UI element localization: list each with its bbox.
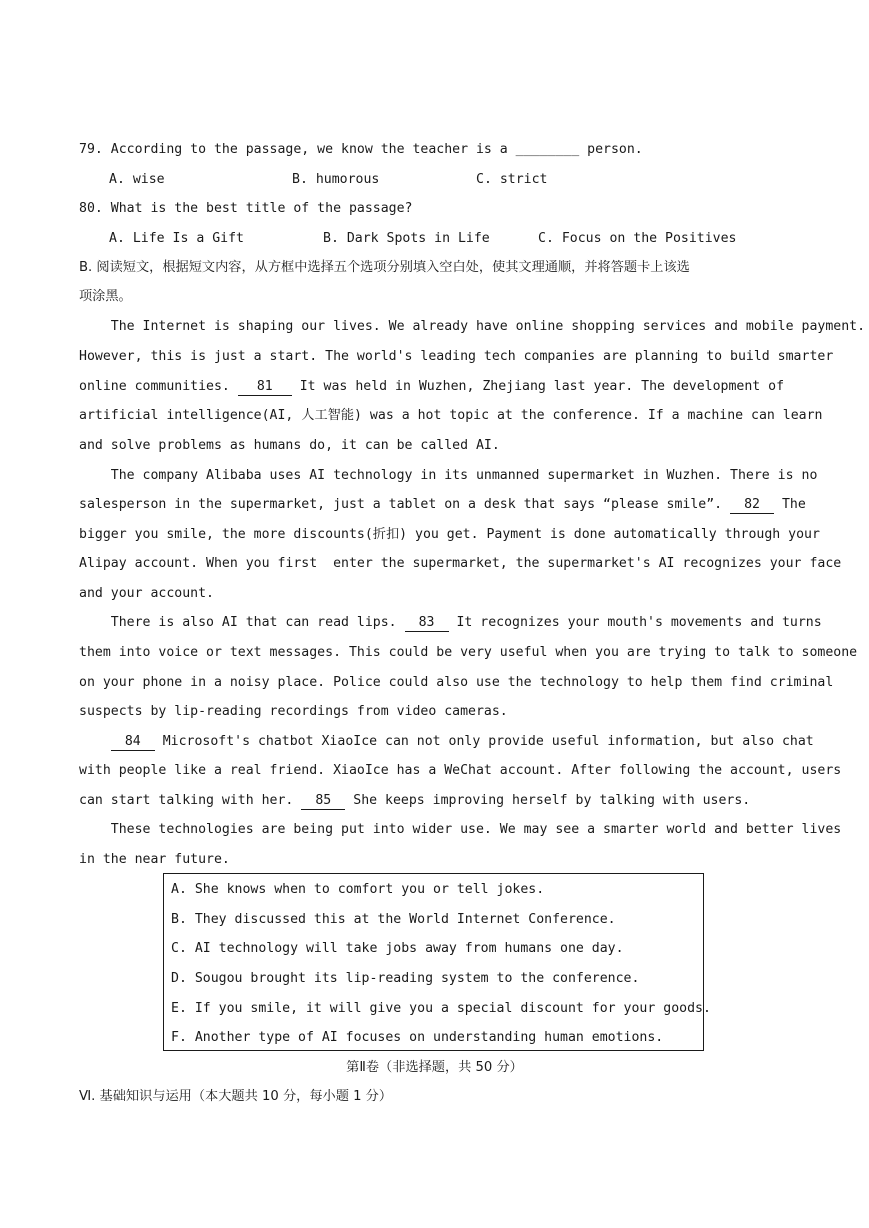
passage-line	[79, 378, 784, 396]
blank-85: 85	[301, 793, 345, 810]
question-80-stem: 80. What is the best title of the passage?	[79, 201, 413, 216]
blank-81: 81	[238, 379, 292, 396]
passage-text: online communities.	[79, 379, 238, 394]
q80-option-a: A. Life Is a Gift	[109, 231, 244, 246]
q80-option-b: B. Dark Spots in Life	[323, 231, 490, 246]
choice-b: B. They discussed this at the World Internet Conference.	[171, 912, 616, 927]
passage-text: It was held in Wuzhen, Zhejiang last year. The development of	[291, 379, 785, 394]
choice-c: C. AI technology will take jobs away from humans one day.	[171, 941, 624, 956]
passage-text: She keeps improving herself by talking with users.	[345, 793, 751, 808]
passage-line: suspects by lip-reading recordings from video cameras.	[79, 704, 508, 719]
passage-line	[79, 792, 750, 810]
question-79-stem: 79. According to the passage, we know the teacher is a ________ person.	[79, 142, 643, 157]
passage-line	[79, 733, 814, 751]
passage-line: artificial intelligence(AI, 人工智能) was a hot topic at the conference. If a machine can learn	[79, 408, 823, 423]
passage-text: The	[774, 497, 806, 512]
part-2-title: 第Ⅱ卷（非选择题，共 50 分）	[346, 1060, 523, 1075]
passage-line: them into voice or text messages. This could be very useful when you are trying to talk to someone	[79, 645, 858, 660]
passage-text: salesperson in the supermarket, just a tablet on a desk that says “please smile”.	[79, 497, 731, 512]
passage-line: Alipay account. When you first enter the supermarket, the supermarket's AI recognizes your face	[79, 556, 842, 571]
passage-line: These technologies are being put into wider use. We may see a smarter world and better lives	[79, 822, 842, 837]
passage-line: The Internet is shaping our lives. We already have online shopping services and mobile payment.	[79, 319, 866, 334]
q80-option-c: C. Focus on the Positives	[538, 231, 737, 246]
choice-e: E. If you smile, it will give you a special discount for your goods.	[171, 1001, 711, 1016]
passage-text	[79, 734, 111, 749]
passage-line: on your phone in a noisy place. Police could also use the technology to help them find criminal	[79, 675, 834, 690]
section-vi-heading: Ⅵ. 基础知识与运用（本大题共 10 分，每小题 1 分）	[79, 1089, 393, 1104]
passage-line: in the near future.	[79, 852, 230, 867]
choices-box	[163, 873, 704, 1051]
passage-text: Microsoft's chatbot XiaoIce can not only provide useful information, but also chat	[154, 734, 814, 749]
choice-d: D. Sougou brought its lip-reading system to the conference.	[171, 971, 640, 986]
passage-line: bigger you smile, the more discounts(折扣) you get. Payment is done automatically through your	[79, 527, 820, 542]
passage-line: However, this is just a start. The world's leading tech companies are planning to build smarter	[79, 349, 834, 364]
q79-option-b: B. humorous	[292, 172, 380, 187]
section-b-instruction: B. 阅读短文，根据短文内容，从方框中选择五个选项分别填入空白处，使其文理通顺，并将答题卡上该选	[79, 260, 690, 275]
section-b-instruction-cont: 项涂黑。	[79, 289, 132, 304]
choice-a: A. She knows when to comfort you or tell jokes.	[171, 882, 545, 897]
blank-83: 83	[405, 615, 449, 632]
passage-line: The company Alibaba uses AI technology in its unmanned supermarket in Wuzhen. There is no	[79, 468, 818, 483]
passage-line: and your account.	[79, 586, 214, 601]
blank-82: 82	[730, 497, 774, 514]
passage-line: with people like a real friend. XiaoIce has a WeChat account. After following the account, users	[79, 763, 842, 778]
choice-f: F. Another type of AI focuses on understanding human emotions.	[171, 1030, 664, 1045]
passage-text: It recognizes your mouth's movements and turns	[448, 615, 822, 630]
blank-84: 84	[111, 734, 155, 751]
passage-line	[79, 496, 806, 514]
q79-option-c: C. strict	[476, 172, 548, 187]
passage-text: can start talking with her.	[79, 793, 302, 808]
passage-line	[79, 614, 822, 632]
passage-text: There is also AI that can read lips.	[79, 615, 405, 630]
q79-option-a: A. wise	[109, 172, 165, 187]
passage-line: and solve problems as humans do, it can be called AI.	[79, 438, 500, 453]
